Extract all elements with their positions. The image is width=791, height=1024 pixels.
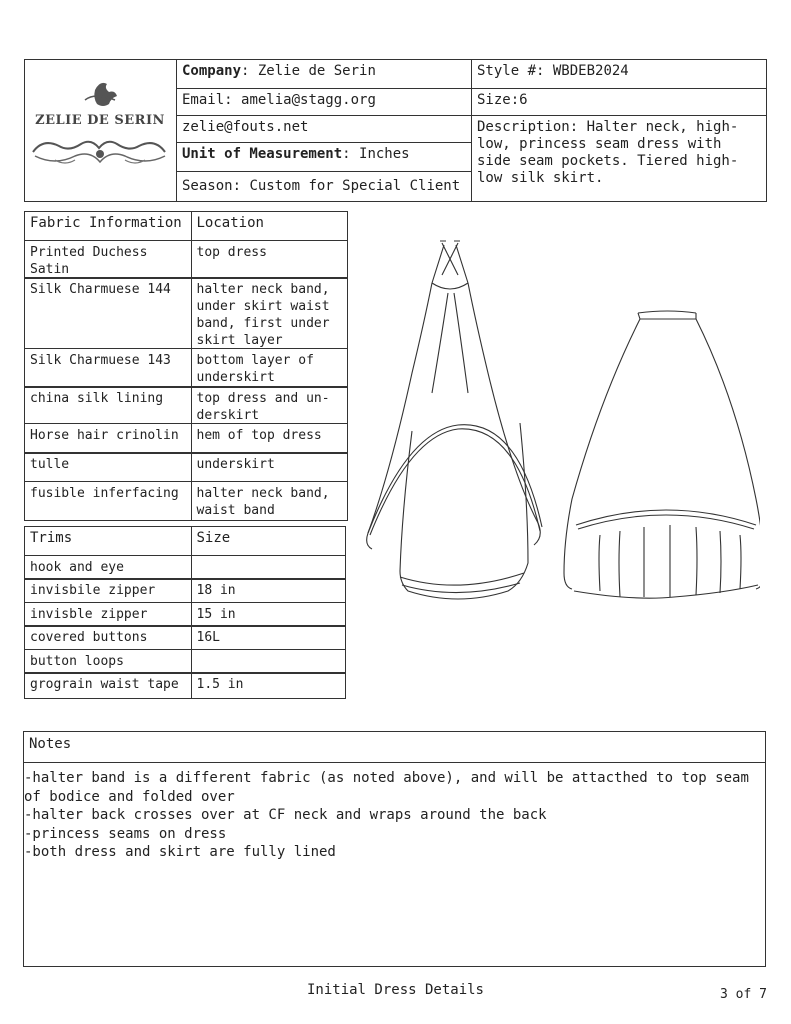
fabric-cell: fusible inferfacing	[24, 481, 192, 521]
notes-title: Notes	[29, 736, 72, 752]
fabric-cell: bottom layer of underskirt	[191, 348, 348, 388]
email2-value: zelie@fouts.net	[182, 119, 309, 135]
company-value: Zelie de Serin	[257, 63, 376, 79]
fabric-header: Fabric Information	[24, 211, 192, 241]
fabric-cell: Silk Charmuese 144	[24, 277, 192, 349]
trims-cell: covered buttons	[24, 625, 192, 650]
trims-cell: invisble zipper	[24, 602, 192, 627]
fabric-cell: halter neck band, under skirt waist band, first under skirt layer	[191, 277, 348, 349]
season-cell: Season: Custom for Special Client	[176, 171, 472, 202]
note-line: -both dress and skirt are fully lined	[24, 844, 336, 860]
note-line: -princess seams on dress	[24, 825, 227, 842]
trims-cell: grograin waist tape	[24, 672, 192, 699]
notes-box	[23, 731, 766, 967]
uom-value: Inches	[359, 146, 410, 162]
style-cell: Style #: WBDEB2024	[471, 59, 767, 89]
fabric-cell: Silk Charmuese 143	[24, 348, 192, 388]
fabric-cell: top dress	[191, 240, 348, 279]
dress-sketch	[360, 235, 560, 615]
trims-cell: button loops	[24, 649, 192, 674]
description-value: Halter neck, high-low, princess seam dress with side seam pockets. Tiered high-low silk skirt.	[477, 119, 739, 186]
style-value: WBDEB2024	[552, 63, 629, 79]
notes-text	[24, 769, 765, 862]
fabric-cell: underskirt	[191, 452, 348, 482]
note-line: -halter band is a different fabric (as noted above), and will be attacthed to top seam of bodice and folded over	[24, 770, 749, 805]
trims-cell: invisbile zipper	[24, 578, 192, 603]
email-cell: Email: amelia@stagg.org	[176, 88, 472, 116]
trims-header: Trims	[24, 526, 192, 556]
size-value: 6	[519, 92, 528, 108]
size-cell: Size:6	[471, 88, 767, 116]
fabric-cell: tulle	[24, 452, 192, 482]
trims-header: Size	[191, 526, 346, 556]
fabric-cell: china silk lining	[24, 386, 192, 424]
logo-box	[24, 59, 177, 202]
fabric-cell: top dress and un-derskirt	[191, 386, 348, 424]
trims-cell: 18 in	[191, 578, 346, 603]
logo-text: ZELIE DE SERIN	[35, 113, 165, 128]
fabric-cell: halter neck band, waist band	[191, 481, 348, 521]
fabric-cell: hem of top dress	[191, 423, 348, 454]
skirt-sketch	[560, 305, 760, 605]
trims-cell: hook and eye	[24, 555, 192, 580]
company-cell: Company: Zelie de Serin	[176, 59, 472, 89]
trims-cell: 16L	[191, 625, 346, 650]
season-value: Custom for Special Client	[249, 178, 461, 194]
fabric-cell: Horse hair crinolin	[24, 423, 192, 454]
logo-ornament	[25, 60, 175, 200]
email-value: amelia@stagg.org	[241, 92, 376, 108]
trims-cell	[191, 555, 346, 580]
trims-cell	[191, 649, 346, 674]
trims-cell: 1.5 in	[191, 672, 346, 699]
fabric-cell: Printed Duchess Satin	[24, 240, 192, 279]
page-number: 3 of 7	[720, 987, 767, 1002]
description-cell: Description: Halter neck, high-low, princess seam dress with side seam pockets. Tiered high-low silk skirt.	[471, 115, 767, 202]
fabric-header: Location	[191, 211, 348, 241]
trims-cell: 15 in	[191, 602, 346, 627]
uom-cell: Unit of Measurement: Inches	[176, 142, 472, 172]
email2-cell	[176, 115, 472, 143]
note-line: -halter back crosses over at CF neck and wraps around the back	[24, 807, 547, 823]
footer-title: Initial Dress Details	[306, 982, 484, 998]
